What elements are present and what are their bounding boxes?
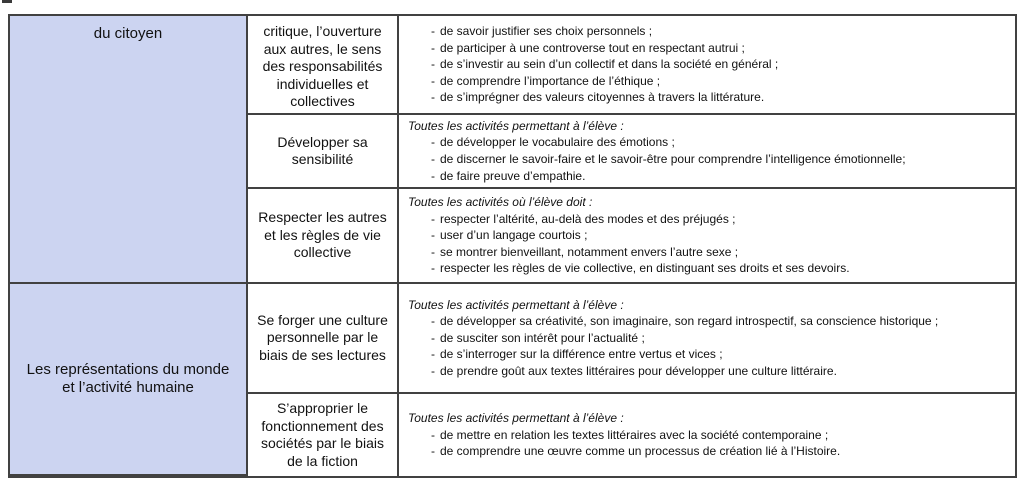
dash-bullet-icon — [426, 73, 440, 90]
competence-cell — [248, 189, 399, 284]
group-label: du citoyen — [93, 25, 163, 42]
bullet-text: de susciter son intérêt pour l’actualité ; — [440, 330, 645, 345]
dash-bullet-icon — [426, 330, 440, 347]
bullet-text: de s’investir au sein d’un collectif et dans la société en général ; — [440, 57, 779, 72]
dash-bullet-icon — [426, 168, 440, 185]
list-item — [399, 134, 1007, 151]
list-item — [399, 89, 1007, 106]
activities-intro: Toutes les activités où l’élève doit : — [408, 195, 593, 210]
dash-bullet-icon — [426, 134, 440, 151]
list-item — [399, 330, 1007, 347]
competence-label: Développer sa sensibilité — [277, 133, 368, 167]
activities-intro: Toutes les activités permettant à l’élève : — [408, 118, 624, 133]
competence-label: critique, l’ouverture aux autres, le sens des responsabilités individuelles et collectives — [262, 23, 383, 109]
group-cell-representations — [10, 284, 248, 476]
group-label: Les représentations du monde et l’activité humaine — [26, 361, 230, 396]
bullet-text: de mettre en relation les textes littéraires avec la société contemporaine ; — [440, 427, 829, 442]
bullet-text: user d’un langage courtois ; — [440, 228, 588, 243]
competences-table — [8, 14, 1017, 478]
list-item — [399, 260, 1007, 277]
competence-cell — [248, 284, 399, 394]
bullet-text: se montrer bienveillant, notamment envers l’autre sexe ; — [440, 244, 739, 259]
activities-cell — [399, 394, 1015, 476]
competence-label: S’approprier le fonctionnement des sociétés par le biais de la fiction — [261, 400, 384, 469]
bullet-text: de s’imprégner des valeurs citoyennes à travers la littérature. — [440, 90, 765, 105]
activities-cell — [399, 115, 1015, 189]
activities-cell — [399, 284, 1015, 394]
dash-bullet-icon — [426, 260, 440, 277]
list-item — [399, 73, 1007, 90]
bullet-text: de participer à une controverse tout en respectant autrui ; — [440, 40, 745, 55]
competence-cell — [248, 394, 399, 476]
list-item — [399, 211, 1007, 228]
list-item — [399, 168, 1007, 185]
group-cell-citoyen — [10, 16, 248, 284]
bullet-text: de s’interroger sur la différence entre vertus et vices ; — [440, 347, 723, 362]
competence-label: Respecter les autres et les règles de vie collective — [258, 209, 387, 261]
crop-artifact — [2, 0, 12, 3]
list-item — [399, 227, 1007, 244]
list-item — [399, 346, 1007, 363]
dash-bullet-icon — [426, 23, 440, 40]
list-item — [399, 23, 1007, 40]
list-item — [399, 313, 1007, 330]
dash-bullet-icon — [426, 89, 440, 106]
activities-cell — [399, 189, 1015, 284]
dash-bullet-icon — [426, 56, 440, 73]
dash-bullet-icon — [426, 443, 440, 460]
dash-bullet-icon — [426, 363, 440, 380]
list-item — [399, 427, 1007, 444]
bullet-text: de prendre goût aux textes littéraires pour développer une culture littéraire. — [440, 363, 837, 378]
bullet-text: de comprendre une œuvre comme un processus de création lié à l’Histoire. — [440, 444, 841, 459]
activities-intro: Toutes les activités permettant à l’élève : — [408, 411, 624, 426]
bullet-text: de savoir justifier ses choix personnels ; — [440, 24, 653, 39]
dash-bullet-icon — [426, 244, 440, 261]
bullet-text: de faire preuve d’empathie. — [440, 168, 586, 183]
dash-bullet-icon — [426, 40, 440, 57]
dash-bullet-icon — [426, 151, 440, 168]
bullet-text: respecter l’altérité, au-delà des modes et des préjugés ; — [440, 211, 736, 226]
list-item — [399, 40, 1007, 57]
list-item — [399, 151, 1007, 168]
dash-bullet-icon — [426, 313, 440, 330]
bullet-text: respecter les règles de vie collective, en distinguant ses droits et ses devoirs. — [440, 261, 850, 276]
bullet-text: de discerner le savoir-faire et le savoir-être pour comprendre l’intelligence émotionnelle; — [440, 152, 906, 166]
competence-label: Se forger une culture personnelle par le biais de ses lectures — [257, 311, 388, 363]
dash-bullet-icon — [426, 427, 440, 444]
dash-bullet-icon — [426, 346, 440, 363]
bullet-text: de développer sa créativité, son imaginaire, son regard introspectif, sa conscience historique ; — [440, 314, 939, 329]
dash-bullet-icon — [426, 211, 440, 228]
activities-cell — [399, 16, 1015, 115]
list-item — [399, 363, 1007, 380]
dash-bullet-icon — [426, 227, 440, 244]
list-item — [399, 56, 1007, 73]
list-item — [399, 443, 1007, 460]
competence-cell — [248, 16, 399, 115]
bullet-text: de comprendre l’importance de l’éthique ; — [440, 73, 661, 88]
activities-intro: Toutes les activités permettant à l’élève : — [408, 297, 624, 312]
bullet-text: de développer le vocabulaire des émotions ; — [440, 135, 675, 150]
list-item — [399, 244, 1007, 261]
competence-cell — [248, 115, 399, 189]
